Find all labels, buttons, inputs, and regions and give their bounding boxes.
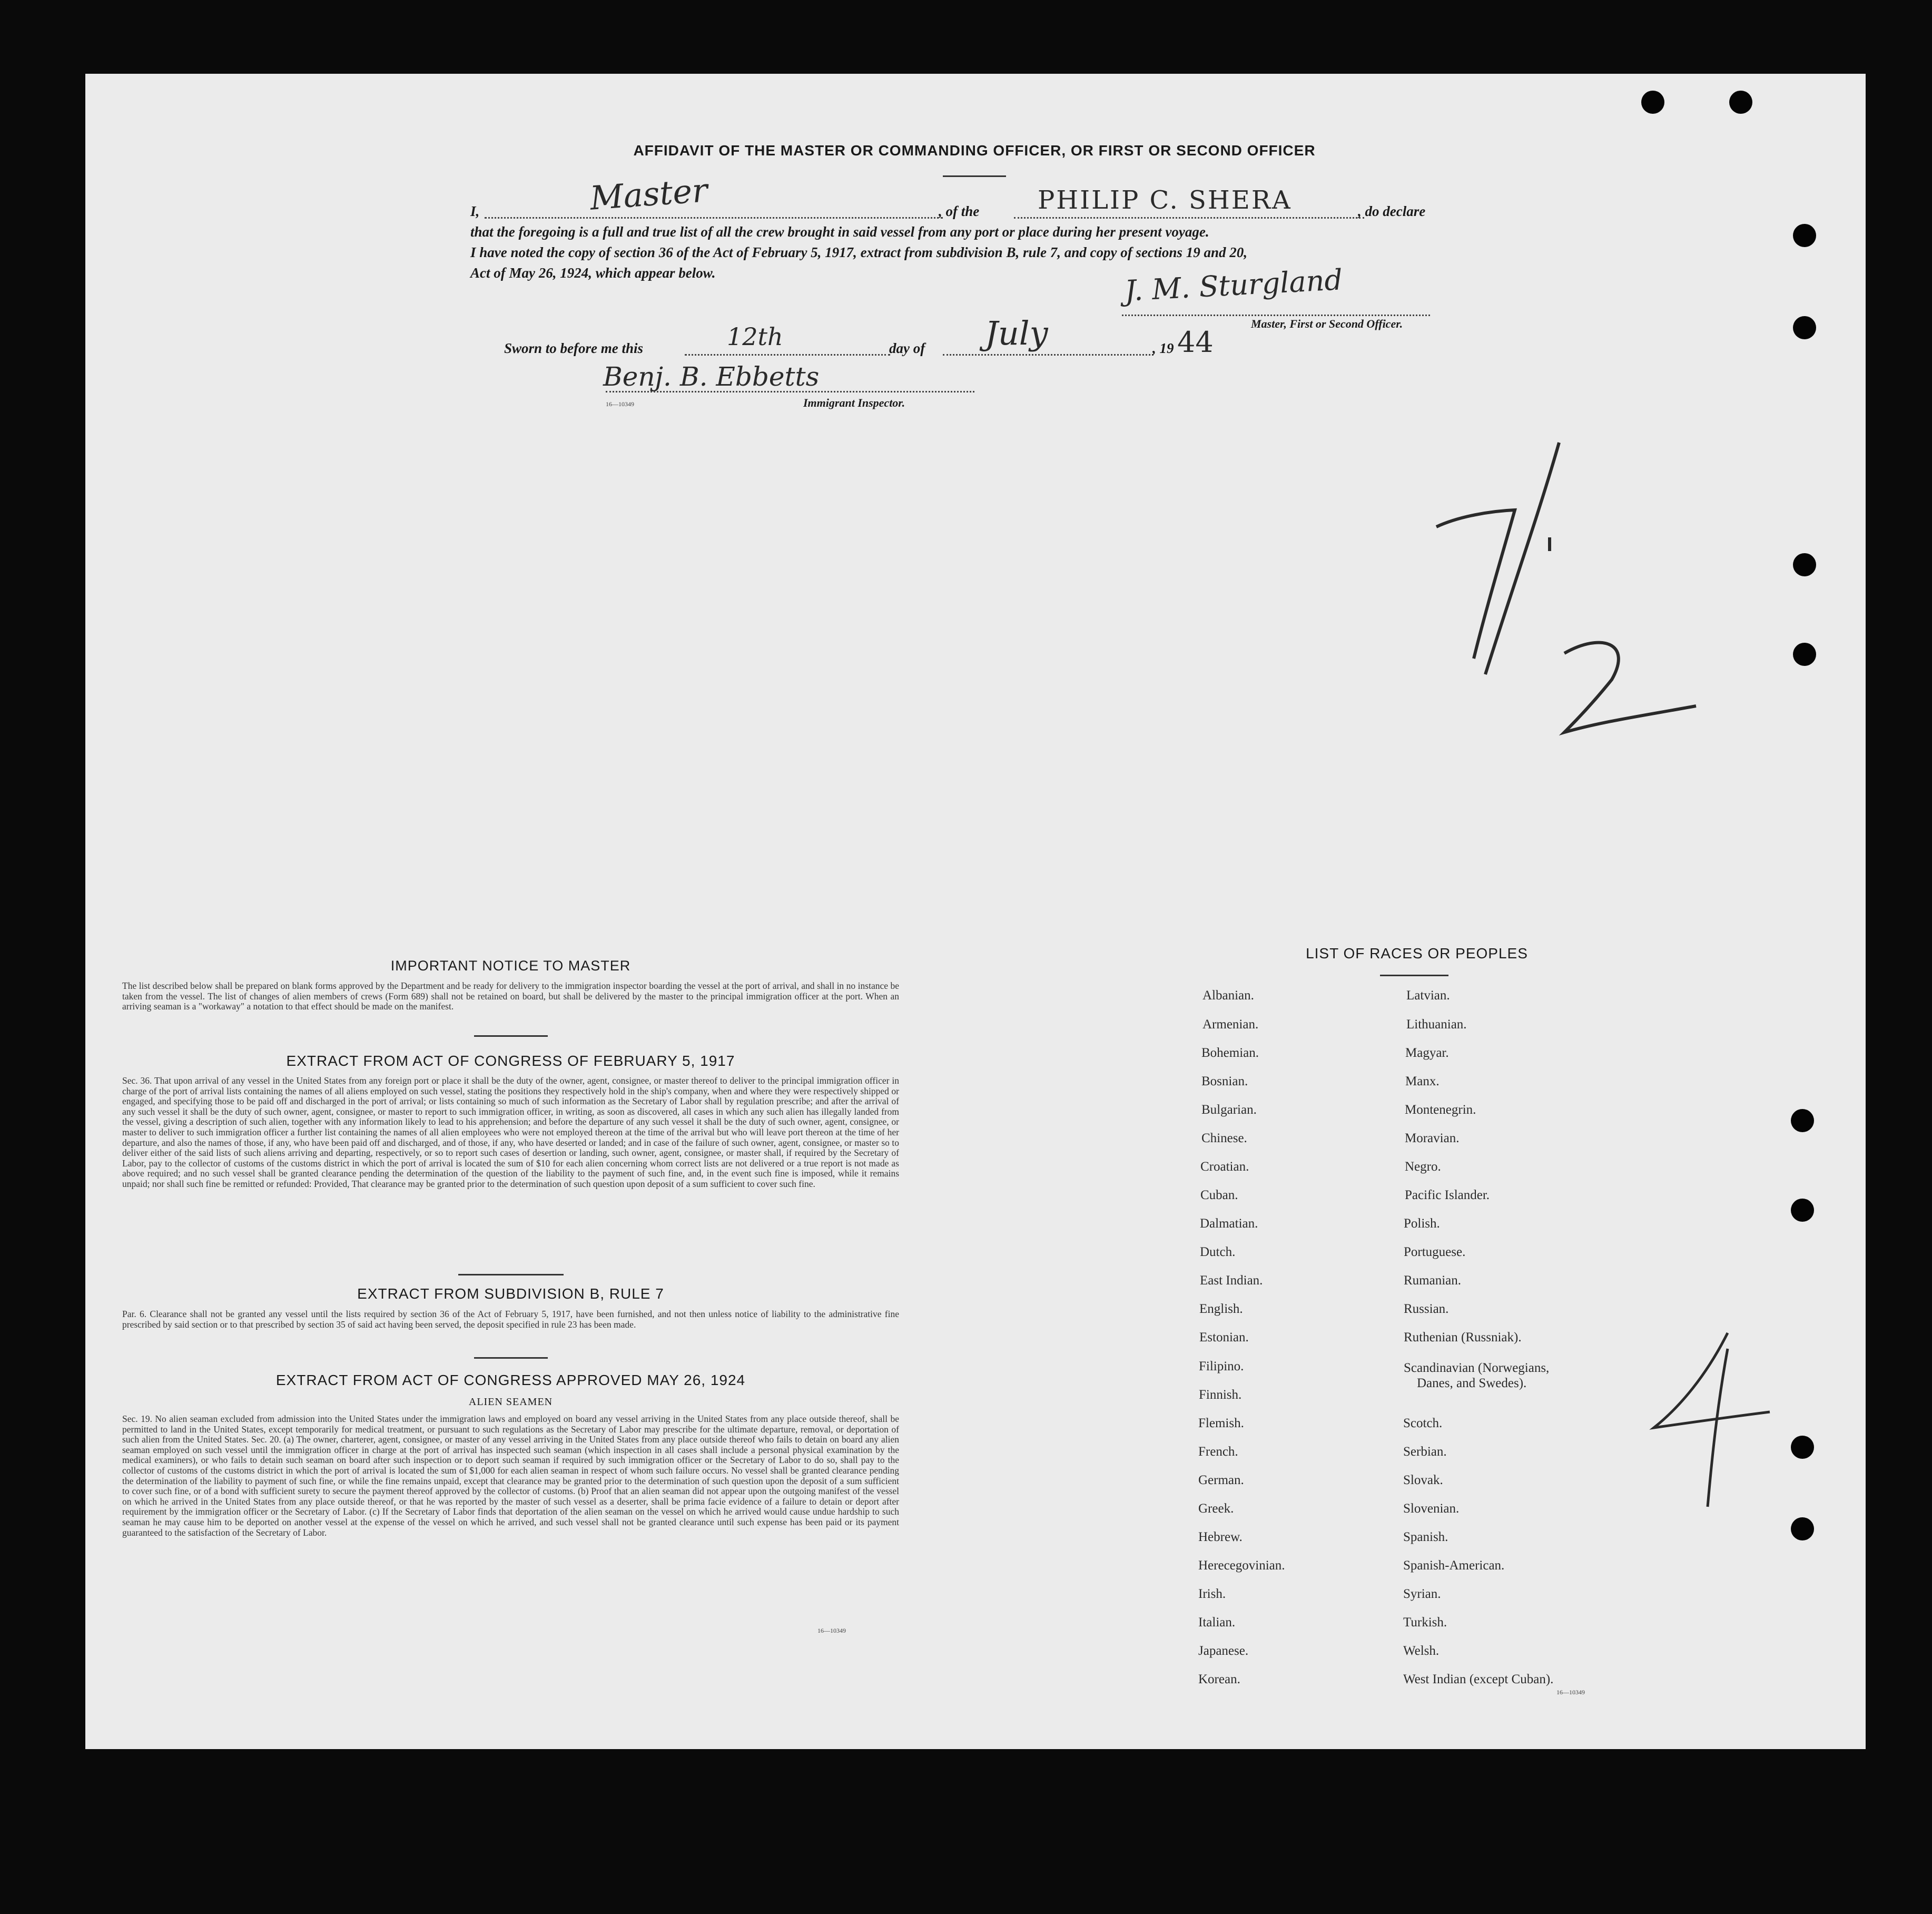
race-left: Chinese. <box>1201 1131 1247 1145</box>
year-handwritten: 44 <box>1177 326 1214 359</box>
race-left: Bohemian. <box>1201 1046 1259 1060</box>
race-right: Scandinavian (Norwegians, <box>1404 1361 1550 1375</box>
races-rule <box>1380 975 1448 976</box>
sworn-day-line <box>685 354 890 356</box>
race-left: Irish. <box>1198 1587 1226 1601</box>
race-left: East Indian. <box>1200 1273 1263 1288</box>
extract-1924-form-number: 16—10349 <box>817 1627 846 1634</box>
of-the-label: , of the <box>939 203 980 219</box>
punch-hole <box>1729 91 1752 114</box>
race-right: Pacific Islander. <box>1405 1188 1490 1202</box>
race-left: French. <box>1198 1445 1238 1459</box>
master-signature-caption: Master, First or Second Officer. <box>1251 317 1403 330</box>
punch-hole <box>1793 553 1816 576</box>
subdivision-body: Par. 6. Clearance shall not be granted any vessel until the lists required by section 36 of the Act of February 5, 1917, have been furnished, and not then unless notice of liability to the administrative fine prescribed by said section or to that prescribed by section 35 of said act having been served, the deposit specified in rule 23 has been made. <box>122 1309 899 1330</box>
punch-hole <box>1641 91 1664 114</box>
subdivision-title: EXTRACT FROM SUBDIVISION B, RULE 7 <box>357 1285 664 1302</box>
race-right: Ruthenian (Russniak). <box>1404 1330 1522 1344</box>
year-prefix: , 19 <box>1152 340 1174 356</box>
race-right: Portuguese. <box>1404 1245 1466 1259</box>
race-right: Latvian. <box>1406 988 1450 1003</box>
race-left: Estonian. <box>1199 1330 1249 1344</box>
race-right: Syrian. <box>1403 1587 1441 1601</box>
notice-body: The list described below shall be prepared on blank forms approved by the Department and be ready for delivery to the immigration inspector boarding the vessel at the port of arrival, and shall in no instance be taken from the vessel. The list of changes of alien members of crews (Form 689) shall not be retained on board, but shall be delivered by the master to the principal immigration officer at the port. When an arriving seaman is a "workaway" a notation to that effect should be made on the manifest. <box>122 980 899 1012</box>
subdivision-rule <box>474 1357 548 1359</box>
race-right: Polish. <box>1404 1216 1440 1231</box>
race-left: Croatian. <box>1200 1160 1249 1174</box>
affidavit-form-number: 16—10349 <box>606 400 634 408</box>
declaration-line-2: that the foregoing is a full and true list of all the crew brought in said vessel from any port or place during her present voyage. <box>470 224 1209 240</box>
sworn-day-handwritten: 12th <box>727 322 783 351</box>
sworn-month-line <box>943 354 1154 356</box>
extract-1924-title: EXTRACT FROM ACT OF CONGRESS APPROVED MAY 26, 1924 <box>275 1372 746 1388</box>
master-signature-line <box>1122 315 1430 316</box>
declaration-line-3: I have noted the copy of section 36 of the Act of February 5, 1917, extract from subdivision B, rule 7, and copy of sections 19 and 20, <box>470 244 1247 260</box>
race-right: Lithuanian. <box>1406 1017 1467 1032</box>
race-right: West Indian (except Cuban). <box>1403 1672 1554 1686</box>
race-left: German. <box>1198 1473 1244 1487</box>
race-left: English. <box>1199 1302 1243 1316</box>
race-left: Flemish. <box>1198 1416 1244 1430</box>
sworn-label: Sworn to before me this <box>504 340 644 356</box>
race-right: Russian. <box>1404 1302 1449 1316</box>
inspector-caption: Immigrant Inspector. <box>803 396 905 409</box>
notice-rule <box>474 1035 548 1037</box>
affidavit-title: AFFIDAVIT OF THE MASTER OR COMMANDING OFFICER, OR FIRST OR SECOND OFFICER <box>633 142 1316 159</box>
title-rule <box>943 175 1006 177</box>
vessel-name-line <box>1014 217 1364 219</box>
race-left: Korean. <box>1198 1672 1240 1686</box>
notice-title: IMPORTANT NOTICE TO MASTER <box>390 958 631 974</box>
race-right: Serbian. <box>1403 1445 1447 1459</box>
race-right: Moravian. <box>1405 1131 1460 1145</box>
race-left: Armenian. <box>1202 1017 1259 1032</box>
i-label: I, <box>470 203 480 219</box>
punch-hole <box>1791 1109 1814 1132</box>
day-of-label: day of <box>889 340 925 356</box>
race-left: Japanese. <box>1198 1644 1249 1658</box>
race-left: Dalmatian. <box>1200 1216 1258 1231</box>
race-left: Dutch. <box>1200 1245 1236 1259</box>
race-left: Bulgarian. <box>1201 1103 1257 1117</box>
race-left: Filipino. <box>1199 1359 1244 1373</box>
race-right: Magyar. <box>1405 1046 1449 1060</box>
inspector-signature-line <box>606 391 974 392</box>
extract-1917-rule <box>458 1274 564 1275</box>
race-right: Manx. <box>1405 1074 1440 1088</box>
races-title: LIST OF RACES OR PEOPLES <box>1306 945 1528 961</box>
race-right: Turkish. <box>1403 1615 1447 1630</box>
officer-name-line <box>485 217 943 219</box>
punch-hole <box>1791 1436 1814 1459</box>
declaration-line-4: Act of May 26, 1924, which appear below. <box>470 265 716 281</box>
race-left: Herecegovinian. <box>1198 1558 1285 1573</box>
race-left: Finnish. <box>1199 1388 1242 1402</box>
extract-1917-body: Sec. 36. That upon arrival of any vessel in the United States from any foreign port or place it shall be the duty of the owner, agent, consignee, or master thereof to deliver to the principal immigration officer in charge of the port of arrival lists containing the names of all aliens employed on such vessel, stating the positions they respectively hold in the ship's company, when and where they were respectively shipped or engaged, and specifying those to be paid off and discharged in the port of arrival; or lists containing so much of such information as the Secretary of Labor shall by regulation prescribe; and after the arrival of any such vessel it shall be the duty of such owner, agent, consignee, or master to report to such immigration officer, in writing, as soon as discovered, all cases in which any such alien has illegally landed from the vessel, giving a description of such alien, together with any information likely to lead to his apprehension; and before the departure of any such vessel it shall be the duty of such owner, agent, consignee, or master to deliver to such immigration officer a further list containing the names of all alien employees who were not employed thereon at the time of the arrival but who will leave port thereon at the time of her departure, and also the names of those, if any, who have been paid off and discharged, and of those, if any, who have deserted or landed; and in case of the failure of such owner, agent, consignee, or master so to deliver either of the said lists of such aliens arriving and departing, respectively, or so to report such cases of desertion or landing, such owner, agent, consignee, or master shall, if required by the Secretary of Labor, pay to the collector of customs of the customs district in which the port of arrival is located the sum of $10 for each alien concerning whom correct lists are not delivered or a true report is not made as above required; and no such vessel shall be granted clearance pending the determination of the question of the liability to the payment of such fine, and, in the event such fine is imposed, while it remains unpaid; nor shall such fine be remitted or refunded: Provided, That clearance may be granted prior to the determination of such question upon deposit of a sum sufficient to cover such fine. <box>122 1075 899 1189</box>
race-left: Albanian. <box>1202 988 1254 1003</box>
races-form-number: 16—10349 <box>1556 1689 1585 1696</box>
race-right: Spanish. <box>1403 1530 1448 1544</box>
race-right-continuation: Danes, and Swedes). <box>1417 1376 1527 1390</box>
extract-1924-body: Sec. 19. No alien seaman excluded from admission into the United States under the immigration laws and employed on board any vessel arriving in the United States from any place outside thereof, shall be permitted to land in the United States, except temporarily for medical treatment, or pursuant to such regulations as the Secretary of Labor may prescribe for the ultimate departure, removal, or deportation of such alien from the United States. Sec. 20. (a) The owner, charterer, agent, consignee, or master of any vessel arriving in the United States from any place outside thereof who fails to detain on board any alien seaman employed on such vessel until the immigration officer in charge at the port of arrival has inspected such seaman (which inspection in all cases shall include a personal physical examination by the medical examiners), or who fails to detain such seaman on board after such inspection or to deport such seaman if required by such immigration officer or the Secretary of Labor to do so, shall pay to the collector of customs of the customs district in which the port of arrival is located the sum of $1,000 for each alien seaman in respect of whom such failure occurs. No vessel shall be granted clearance pending the determination of the liability to payment of such fine, or while the fine remains unpaid, except that clearance may be granted prior to the determination of such question upon the deposit of a sum sufficient to cover such fine, or of a bond with sufficient surety to secure the payment thereof approved by the collector of customs. (b) Proof that an alien seaman did not appear upon the outgoing manifest of the vessel on which he arrived in the United States from any place outside thereof, or that he was reported by the master of such vessel as a deserter, shall be prima facie evidence of a failure to detain or deport after requirement by the immigration officer or the Secretary of Labor. (c) If the Secretary of Labor finds that deportation of the alien seaman on the vessel on which he arrived would cause undue hardship to such seaman he may cause him to be deported on another vessel at the expense of the vessel on which he arrived, and such vessel shall not be granted clearance until such expense has been paid or its payment guaranteed to the satisfaction of the Secretary of Labor. <box>122 1414 899 1538</box>
sworn-month-handwritten: July <box>985 314 1048 352</box>
vessel-name-handwritten: PHILIP C. SHERA <box>1038 185 1292 215</box>
officer-name-handwritten: Master <box>588 171 709 218</box>
race-left: Bosnian. <box>1201 1074 1248 1088</box>
inspector-signature: Benj. B. Ebbetts <box>603 361 820 392</box>
master-signature: J. M. Sturgland <box>1123 263 1344 308</box>
extract-1917-title: EXTRACT FROM ACT OF CONGRESS OF FEBRUARY 5, 1917 <box>286 1053 735 1069</box>
race-right: Rumanian. <box>1404 1273 1462 1288</box>
race-left: Greek. <box>1198 1501 1234 1516</box>
punch-hole <box>1791 1517 1814 1540</box>
race-right: Welsh. <box>1403 1644 1440 1658</box>
race-right: Montenegrin. <box>1405 1103 1476 1117</box>
punch-hole <box>1793 643 1816 666</box>
race-left: Hebrew. <box>1198 1530 1243 1544</box>
punch-hole <box>1793 316 1816 339</box>
race-right: Slovenian. <box>1403 1501 1460 1516</box>
race-left: Cuban. <box>1200 1188 1238 1202</box>
race-right: Scotch. <box>1403 1416 1443 1430</box>
declare-label: , do declare <box>1358 203 1426 219</box>
punch-hole <box>1793 224 1816 247</box>
race-right: Slovak. <box>1403 1473 1443 1487</box>
extract-1924-subtitle: ALIEN SEAMEN <box>468 1396 553 1408</box>
punch-hole <box>1791 1199 1814 1222</box>
race-right: Negro. <box>1405 1160 1441 1174</box>
race-right: Spanish-American. <box>1403 1558 1505 1573</box>
race-left: Italian. <box>1198 1615 1236 1630</box>
